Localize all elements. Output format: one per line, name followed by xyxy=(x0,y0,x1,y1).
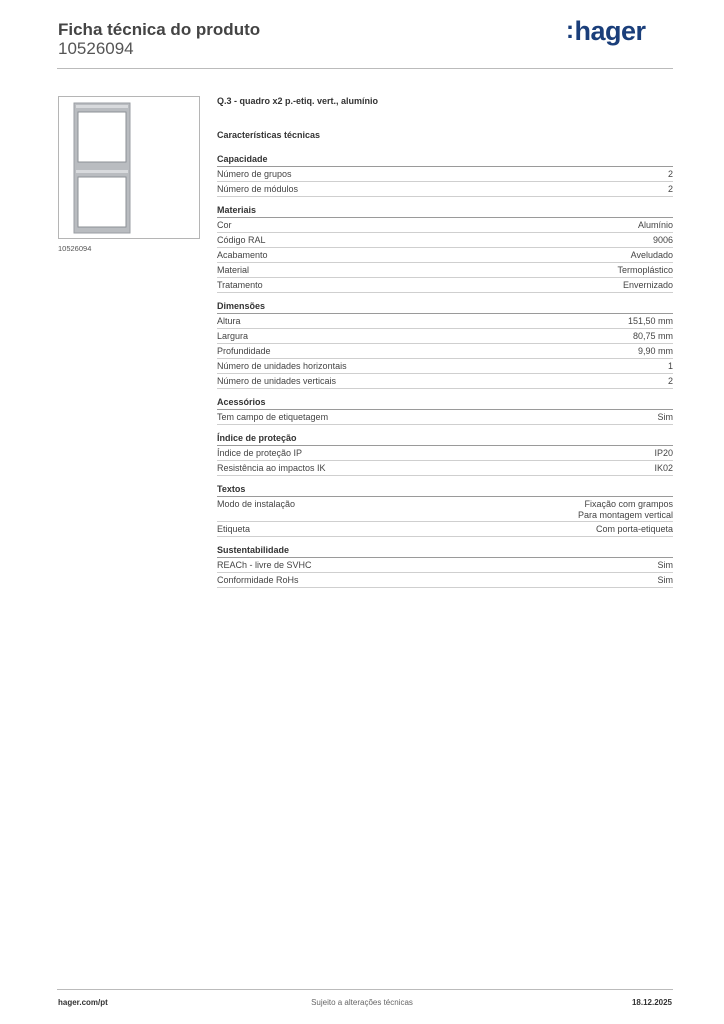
spec-section xyxy=(217,151,673,197)
spec-row xyxy=(217,461,673,476)
spec-label: Código RAL xyxy=(217,235,266,245)
hager-logo xyxy=(566,16,646,47)
footer-note: Sujeito a alterações técnicas xyxy=(311,998,413,1007)
footer-divider xyxy=(57,989,673,990)
spec-label: Largura xyxy=(217,331,249,341)
spec-row xyxy=(217,573,673,588)
spec-row xyxy=(217,497,673,522)
section-title: Capacidade xyxy=(217,151,673,167)
spec-value: Aveludado xyxy=(630,250,673,260)
spec-row xyxy=(217,359,673,374)
spec-value: Alumínio xyxy=(637,220,673,230)
spec-row xyxy=(217,263,673,278)
spec-row xyxy=(217,233,673,248)
spec-section xyxy=(217,298,673,389)
spec-label: Resistência ao impactos IK xyxy=(217,463,326,473)
product-code: 10526094 xyxy=(58,39,134,58)
spec-value: Sim xyxy=(657,575,673,585)
product-image xyxy=(58,96,200,239)
page-title: Ficha técnica do produto xyxy=(58,20,261,39)
spec-section xyxy=(217,542,673,588)
spec-value: Termoplástico xyxy=(617,265,673,275)
spec-row xyxy=(217,167,673,182)
spec-value: IK02 xyxy=(654,463,673,473)
spec-row xyxy=(217,218,673,233)
spec-row xyxy=(217,410,673,425)
spec-value: Com porta-etiqueta xyxy=(595,524,673,534)
spec-label: Altura xyxy=(217,316,241,326)
spec-value: 9006 xyxy=(652,235,673,245)
double-frame-image xyxy=(71,101,187,235)
spec-row xyxy=(217,182,673,197)
spec-value: Sim xyxy=(657,412,673,422)
spec-label: Cor xyxy=(217,220,232,230)
spec-label: REACh - livre de SVHC xyxy=(217,560,312,570)
spec-value: 2 xyxy=(667,169,673,179)
spec-value: IP20 xyxy=(654,448,673,458)
logo-colon-mark: : xyxy=(566,17,574,44)
image-caption: 10526094 xyxy=(58,244,92,253)
spec-label: Número de unidades verticais xyxy=(217,376,337,386)
spec-label: Tratamento xyxy=(217,280,263,290)
product-name: Q.3 - quadro x2 p.-etiq. vert., alumínio xyxy=(217,96,379,106)
spec-label: Modo de instalação xyxy=(217,499,296,509)
spec-value: 80,75 mm xyxy=(632,331,673,341)
section-title: Sustentabilidade xyxy=(217,542,673,558)
section-title: Acessórios xyxy=(217,394,673,410)
spec-value: Sim xyxy=(657,560,673,570)
spec-label: Índice de proteção IP xyxy=(217,448,303,458)
section-title: Materiais xyxy=(217,202,673,218)
spec-label: Profundidade xyxy=(217,346,271,356)
spec-row xyxy=(217,374,673,389)
spec-value: 151,50 mm xyxy=(627,316,673,326)
spec-label: Número de unidades horizontais xyxy=(217,361,347,371)
spec-row xyxy=(217,248,673,263)
spec-label: Material xyxy=(217,265,250,275)
spec-value: 2 xyxy=(667,184,673,194)
header-divider xyxy=(57,68,673,69)
spec-label: Número de módulos xyxy=(217,184,299,194)
spec-row xyxy=(217,329,673,344)
spec-section xyxy=(217,202,673,293)
footer-date: 18.12.2025 xyxy=(631,998,672,1007)
spec-value: Envernizado xyxy=(622,280,673,290)
spec-value: 1 xyxy=(667,361,673,371)
spec-label: Número de grupos xyxy=(217,169,292,179)
footer-website[interactable]: hager.com/pt xyxy=(58,998,108,1007)
spec-row xyxy=(217,558,673,573)
spec-label: Tem campo de etiquetagem xyxy=(217,412,329,422)
spec-row xyxy=(217,314,673,329)
spec-row xyxy=(217,446,673,461)
spec-label: Conformidade RoHs xyxy=(217,575,299,585)
spec-label: Acabamento xyxy=(217,250,268,260)
specs-heading: Características técnicas xyxy=(217,130,321,140)
spec-section xyxy=(217,481,673,537)
section-title: Dimensões xyxy=(217,298,673,314)
spec-table xyxy=(217,151,673,593)
spec-row xyxy=(217,522,673,537)
spec-value: 2 xyxy=(667,376,673,386)
spec-section xyxy=(217,394,673,425)
section-title: Textos xyxy=(217,481,673,497)
logo-text: hager xyxy=(574,16,646,46)
spec-row xyxy=(217,344,673,359)
spec-value: Fixação com grampos Para montagem vertical xyxy=(577,499,673,520)
spec-row xyxy=(217,278,673,293)
spec-section xyxy=(217,430,673,476)
section-title: Índice de proteção xyxy=(217,430,673,446)
spec-value: 9,90 mm xyxy=(637,346,673,356)
spec-label: Etiqueta xyxy=(217,524,251,534)
